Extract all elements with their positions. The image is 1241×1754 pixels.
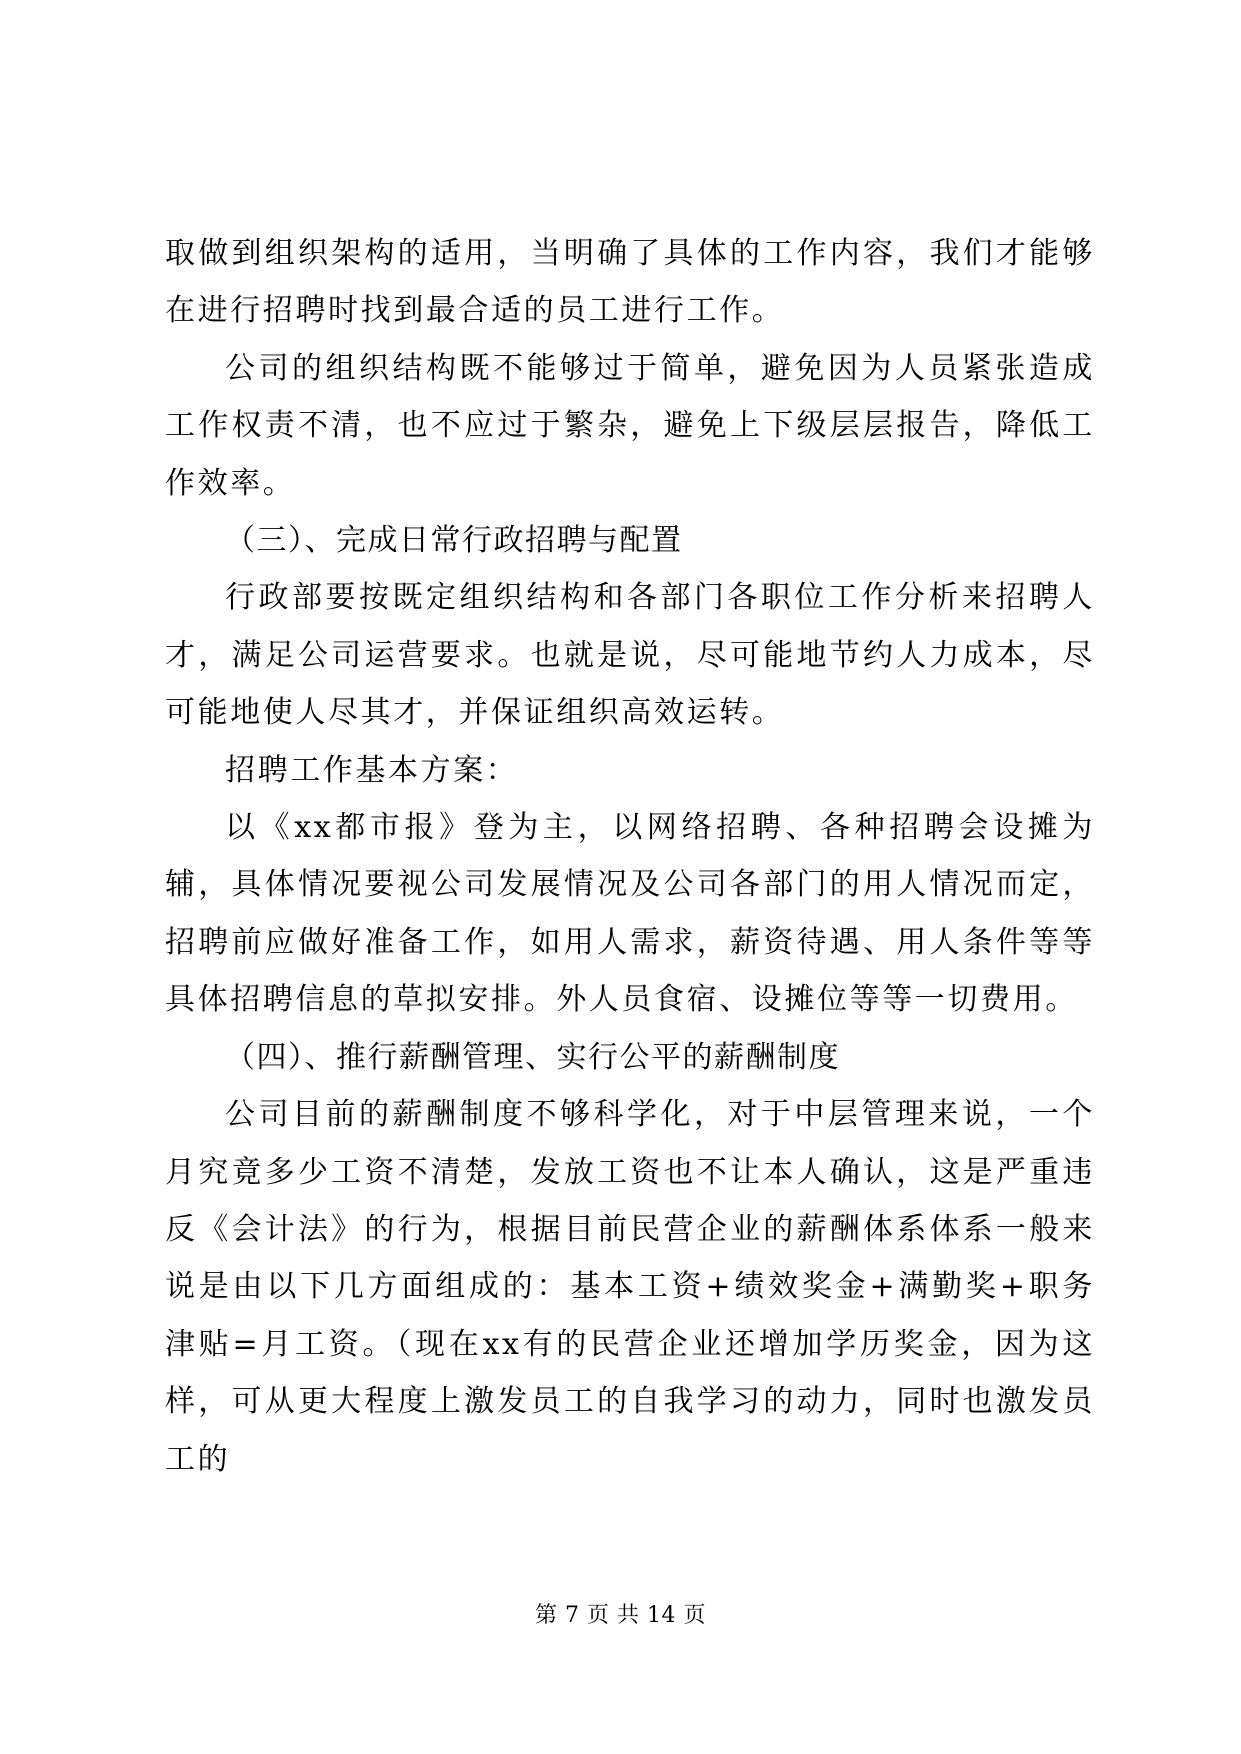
section-heading-compensation: （四）、推行薪酬管理、实行公平的薪酬制度 bbox=[225, 1039, 840, 1075]
paragraph-compensation-system: 公司目前的薪酬制度不够科学化，对于中层管理来说，一个月究竟多少工资不清楚，发放工资也不让本人确认，这是严重违反《会计法》的行为，根据目前民营企业的薪酬体系体系一般来说是由以下几方面组成的：基本工资+绩效奖金+满勤奖+职务津贴=月工资。（现在xx有的民营企业还增加学历奖金，因为这样，可从更大程度上激发员工的自我学习的动力，同时也激发员工的 bbox=[165, 1097, 1095, 1477]
document-body bbox=[165, 225, 1095, 1488]
paragraph-org-structure-fit: 取做到组织架构的适用，当明确了具体的工作内容，我们才能够在进行招聘时找到最合适的员工进行工作。 bbox=[165, 236, 1095, 329]
paragraph-recruitment-plan-title: 招聘工作基本方案： bbox=[225, 752, 519, 788]
paragraph-recruitment-plan: 以《xx都市报》登为主，以网络招聘、各种招聘会设摊为辅，具体情况要视公司发展情况及公司各部门的用人情况而定，招聘前应做好准备工作，如用人需求，薪资待遇、用人条件等等具体招聘信息的草拟安排。外人员食宿、设摊位等等一切费用。 bbox=[165, 810, 1095, 1018]
paragraph-org-structure-balance: 公司的组织结构既不能够过于简单，避免因为人员紧张造成工作权责不清，也不应过于繁杂，避免上下级层层报告，降低工作效率。 bbox=[165, 350, 1095, 501]
page-number-footer: 第 7 页 共 14 页 bbox=[535, 1603, 706, 1628]
section-heading-recruitment: （三）、完成日常行政招聘与配置 bbox=[225, 523, 683, 559]
paragraph-recruitment-goal: 行政部要按既定组织结构和各部门各职位工作分析来招聘人才，满足公司运营要求。也就是说，尽可能地节约人力成本，尽可能地使人尽其才，并保证组织高效运转。 bbox=[165, 580, 1095, 731]
